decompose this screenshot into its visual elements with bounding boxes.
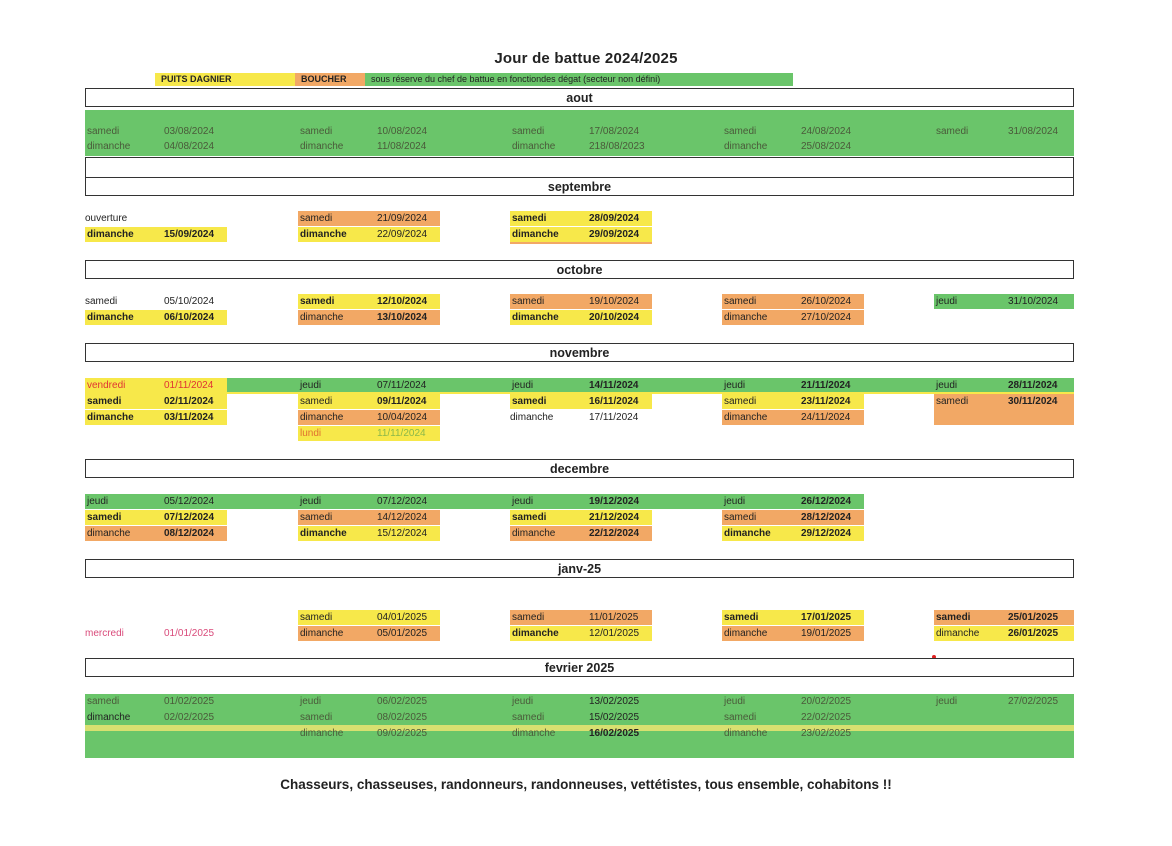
jan-c4-r1: samedi 17/01/2025 bbox=[722, 610, 864, 625]
nov-c5-r1: jeudi 28/11/2024 bbox=[936, 380, 1058, 391]
jan-c2-r2: dimanche 05/01/2025 bbox=[298, 626, 440, 641]
dec-c2-r2: samedi 14/12/2024 bbox=[298, 510, 440, 525]
month-header-novembre: novembre bbox=[85, 343, 1074, 362]
nov-c4-r1: jeudi 21/11/2024 bbox=[724, 380, 851, 391]
oct-c2-r1: samedi 12/10/2024 bbox=[298, 294, 440, 309]
fev-c3-r3: dimanche 16/02/2025 bbox=[512, 728, 640, 739]
sept-ouverture: ouverture bbox=[85, 213, 128, 224]
sept-c3-r2: dimanche 29/09/2024 bbox=[510, 227, 652, 244]
dec-c4-r2: samedi 28/12/2024 bbox=[722, 510, 864, 525]
fev-c4-r1: jeudi 20/02/2025 bbox=[724, 696, 852, 707]
dec-c4-r1: jeudi 26/12/2024 bbox=[724, 496, 852, 507]
legend-boucher: BOUCHER bbox=[295, 73, 365, 86]
sept-c3-r1: samedi 28/09/2024 bbox=[510, 211, 652, 226]
fev-c3-r2: samedi 15/02/2025 bbox=[512, 712, 640, 723]
fev-c4-r3: dimanche 23/02/2025 bbox=[724, 728, 852, 739]
month-header-octobre: octobre bbox=[85, 260, 1074, 279]
legend-puits-dagnier: PUITS DAGNIER bbox=[155, 73, 295, 86]
jan-c5-r1: samedi 25/01/2025 bbox=[934, 610, 1074, 625]
dec-c2-r1: jeudi 07/12/2024 bbox=[300, 496, 428, 507]
fev-c2-r2: samedi 08/02/2025 bbox=[300, 712, 428, 723]
aout-c4-r2: dimanche 25/08/2024 bbox=[724, 141, 852, 152]
nov-c2-r4: lundi 11/11/2024 bbox=[298, 426, 440, 441]
dec-c1-r2: samedi 07/12/2024 bbox=[85, 510, 227, 525]
jan-c1-r1: mercredi 01/01/2025 bbox=[85, 628, 215, 639]
aout-c2-r2: dimanche 11/08/2024 bbox=[300, 141, 427, 152]
fev-c4-r2: samedi 22/02/2025 bbox=[724, 712, 852, 723]
dec-c3-r1: jeudi 19/12/2024 bbox=[512, 496, 640, 507]
fev-c3-r1: jeudi 13/02/2025 bbox=[512, 696, 640, 707]
aout-c1-r2: dimanche 04/08/2024 bbox=[87, 141, 215, 152]
fev-c1-r1: samedi 01/02/2025 bbox=[87, 696, 215, 707]
nov-c5-r2: samedi 30/11/2024 bbox=[934, 394, 1074, 425]
fev-c5-r1: jeudi 27/02/2025 bbox=[936, 696, 1059, 707]
nov-c1-r2: samedi 02/11/2024 bbox=[85, 394, 227, 409]
jan-c2-r1: samedi 04/01/2025 bbox=[298, 610, 440, 625]
month-header-septembre: septembre bbox=[85, 177, 1074, 196]
month-header-fevrier: fevrier 2025 bbox=[85, 658, 1074, 677]
month-header-janvier: janv-25 bbox=[85, 559, 1074, 578]
aout-empty-row bbox=[85, 157, 1074, 177]
nov-c4-r3: dimanche 24/11/2024 bbox=[722, 410, 864, 425]
dec-c2-r3: dimanche 15/12/2024 bbox=[298, 526, 440, 541]
jan-c5-r2: dimanche 26/01/2025 bbox=[934, 626, 1074, 641]
aout-c3-r1: samedi 17/08/2024 bbox=[512, 126, 640, 137]
page-title: Jour de battue 2024/2025 bbox=[494, 50, 678, 67]
aout-c5-r1: samedi 31/08/2024 bbox=[936, 126, 1059, 137]
oct-c4-r1: samedi 26/10/2024 bbox=[722, 294, 864, 309]
nov-c1-r1: vendredi 01/11/2024 bbox=[85, 378, 227, 393]
jan-c3-r2: dimanche 12/01/2025 bbox=[510, 626, 652, 641]
nov-c1-r3: dimanche 03/11/2024 bbox=[85, 410, 227, 425]
nov-c3-r2: samedi 16/11/2024 bbox=[510, 394, 652, 409]
nov-c4-r2: samedi 23/11/2024 bbox=[722, 394, 864, 409]
nov-c3-r3: dimanche 17/11/2024 bbox=[510, 412, 639, 423]
sept-c2-r2: dimanche 22/09/2024 bbox=[298, 227, 440, 242]
fev-c2-r1: jeudi 06/02/2025 bbox=[300, 696, 428, 707]
fev-c1-r2: dimanche 02/02/2025 bbox=[87, 712, 215, 723]
month-header-decembre: decembre bbox=[85, 459, 1074, 478]
dec-c3-r3: dimanche 22/12/2024 bbox=[510, 526, 652, 541]
footer-slogan: Chasseurs, chasseuses, randonneurs, randonneuses, vettétistes, tous ensemble, cohabitons !! bbox=[280, 777, 892, 792]
dec-c1-r1: jeudi 05/12/2024 bbox=[87, 496, 215, 507]
jan-c3-r1: samedi 11/01/2025 bbox=[510, 610, 652, 625]
jan-c4-r2: dimanche 19/01/2025 bbox=[722, 626, 864, 641]
dec-c1-r3: dimanche 08/12/2024 bbox=[85, 526, 227, 541]
nov-c2-r2: samedi 09/11/2024 bbox=[298, 394, 440, 409]
aout-c4-r1: samedi 24/08/2024 bbox=[724, 126, 852, 137]
oct-c4-r2: dimanche 27/10/2024 bbox=[722, 310, 864, 325]
legend-reserve: sous réserve du chef de battue en fonctiondes dégat (secteur non défini) bbox=[365, 73, 793, 86]
nov-c2-r3: dimanche 10/04/2024 bbox=[298, 410, 440, 425]
sept-c1-r2: dimanche 15/09/2024 bbox=[85, 227, 227, 242]
nov-yellow-line bbox=[85, 392, 1074, 394]
aout-c3-r2: dimanche 218/08/2023 bbox=[512, 141, 645, 152]
dec-c3-r2: samedi 21/12/2024 bbox=[510, 510, 652, 525]
nov-c2-r1: jeudi 07/11/2024 bbox=[300, 380, 427, 391]
nov-c3-r1: jeudi 14/11/2024 bbox=[512, 380, 639, 391]
oct-c2-r2: dimanche 13/10/2024 bbox=[298, 310, 440, 325]
month-header-aout: aout bbox=[85, 88, 1074, 107]
fev-c2-r3: dimanche 09/02/2025 bbox=[300, 728, 428, 739]
oct-c5-r1: jeudi 31/10/2024 bbox=[934, 294, 1074, 309]
aout-c1-r1: samedi 03/08/2024 bbox=[87, 126, 215, 137]
oct-c3-r1: samedi 19/10/2024 bbox=[510, 294, 652, 309]
oct-c1-r1: samedi 05/10/2024 bbox=[85, 296, 215, 307]
oct-c1-r2: dimanche 06/10/2024 bbox=[85, 310, 227, 325]
dec-c4-r3: dimanche 29/12/2024 bbox=[722, 526, 864, 541]
oct-c3-r2: dimanche 20/10/2024 bbox=[510, 310, 652, 325]
sept-c2-r1: samedi 21/09/2024 bbox=[298, 211, 440, 226]
aout-c2-r1: samedi 10/08/2024 bbox=[300, 126, 428, 137]
